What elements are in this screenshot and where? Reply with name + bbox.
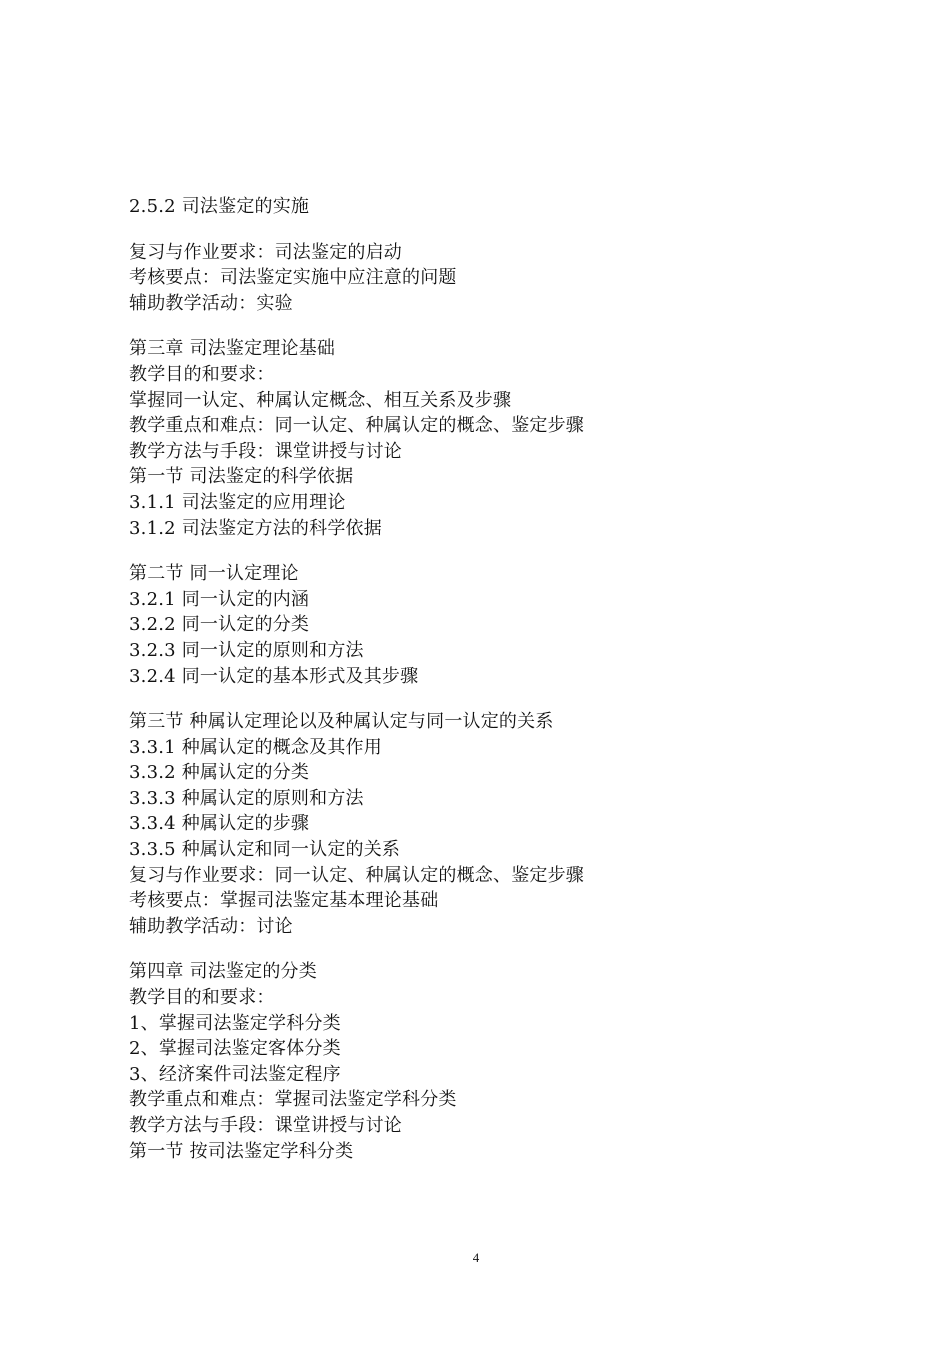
text-section (129, 194, 849, 220)
text-line: 掌握同一认定、种属认定概念、相互关系及步骤 (129, 389, 512, 411)
text-line: 3、经济案件司法鉴定程序 (129, 1063, 341, 1085)
text-line: 第二节 同一认定理论 (129, 563, 299, 585)
text-line: 3.1.1 司法鉴定的应用理论 (129, 491, 346, 513)
text-line: 3.3.2 种属认定的分类 (129, 762, 310, 784)
text-section (129, 709, 849, 939)
text-line: 第三章 司法鉴定理论基础 (129, 338, 336, 360)
page-number: 4 (472, 1250, 480, 1265)
text-line: 3.2.4 同一认定的基本形式及其步骤 (129, 665, 419, 687)
text-line: 辅助教学活动：实验 (129, 292, 293, 314)
text-line: 教学方法与手段：课堂讲授与讨论 (129, 440, 402, 462)
text-line: 3.2.2 同一认定的分类 (129, 614, 310, 636)
text-line: 第四章 司法鉴定的分类 (129, 961, 317, 983)
text-line: 3.3.5 种属认定和同一认定的关系 (129, 839, 401, 861)
text-section (129, 336, 849, 541)
text-line: 3.1.2 司法鉴定方法的科学依据 (129, 517, 382, 539)
text-line: 1、掌握司法鉴定学科分类 (129, 1012, 341, 1034)
text-line: 第一节 按司法鉴定学科分类 (129, 1140, 354, 1162)
text-section (129, 959, 849, 1164)
text-line: 3.2.1 同一认定的内涵 (129, 588, 310, 610)
page-body (129, 194, 849, 1164)
text-section (129, 240, 849, 317)
text-line: 3.3.1 种属认定的概念及其作用 (129, 736, 382, 758)
section-gap (129, 689, 849, 709)
text-line: 第一节 司法鉴定的科学依据 (129, 466, 354, 488)
text-section (129, 561, 849, 689)
text-line: 教学重点和难点：掌握司法鉴定学科分类 (129, 1089, 457, 1111)
text-line: 考核要点：司法鉴定实施中应注意的问题 (129, 267, 457, 289)
text-line: 第三节 种属认定理论以及种属认定与同一认定的关系 (129, 711, 554, 733)
text-line: 3.3.3 种属认定的原则和方法 (129, 787, 364, 809)
text-line: 教学方法与手段：课堂讲授与讨论 (129, 1115, 402, 1136)
text-line: 教学重点和难点：同一认定、种属认定的概念、鉴定步骤 (129, 415, 584, 437)
section-gap (129, 220, 849, 240)
section-gap (129, 316, 849, 336)
text-line: 3.3.4 种属认定的步骤 (129, 813, 310, 835)
text-line: 3.2.3 同一认定的原则和方法 (129, 639, 364, 661)
text-line: 教学目的和要求： (129, 363, 275, 385)
text-line: 考核要点：掌握司法鉴定基本理论基础 (129, 890, 439, 912)
section-gap (129, 541, 849, 561)
text-line: 复习与作业要求：司法鉴定的启动 (129, 241, 402, 263)
text-line: 教学目的和要求： (129, 987, 275, 1009)
text-line: 辅助教学活动：讨论 (129, 915, 293, 937)
section-gap (129, 939, 849, 959)
text-line: 2.5.2 司法鉴定的实施 (129, 196, 310, 217)
text-line: 复习与作业要求：同一认定、种属认定的概念、鉴定步骤 (129, 864, 584, 886)
text-line: 2、掌握司法鉴定客体分类 (129, 1038, 341, 1060)
